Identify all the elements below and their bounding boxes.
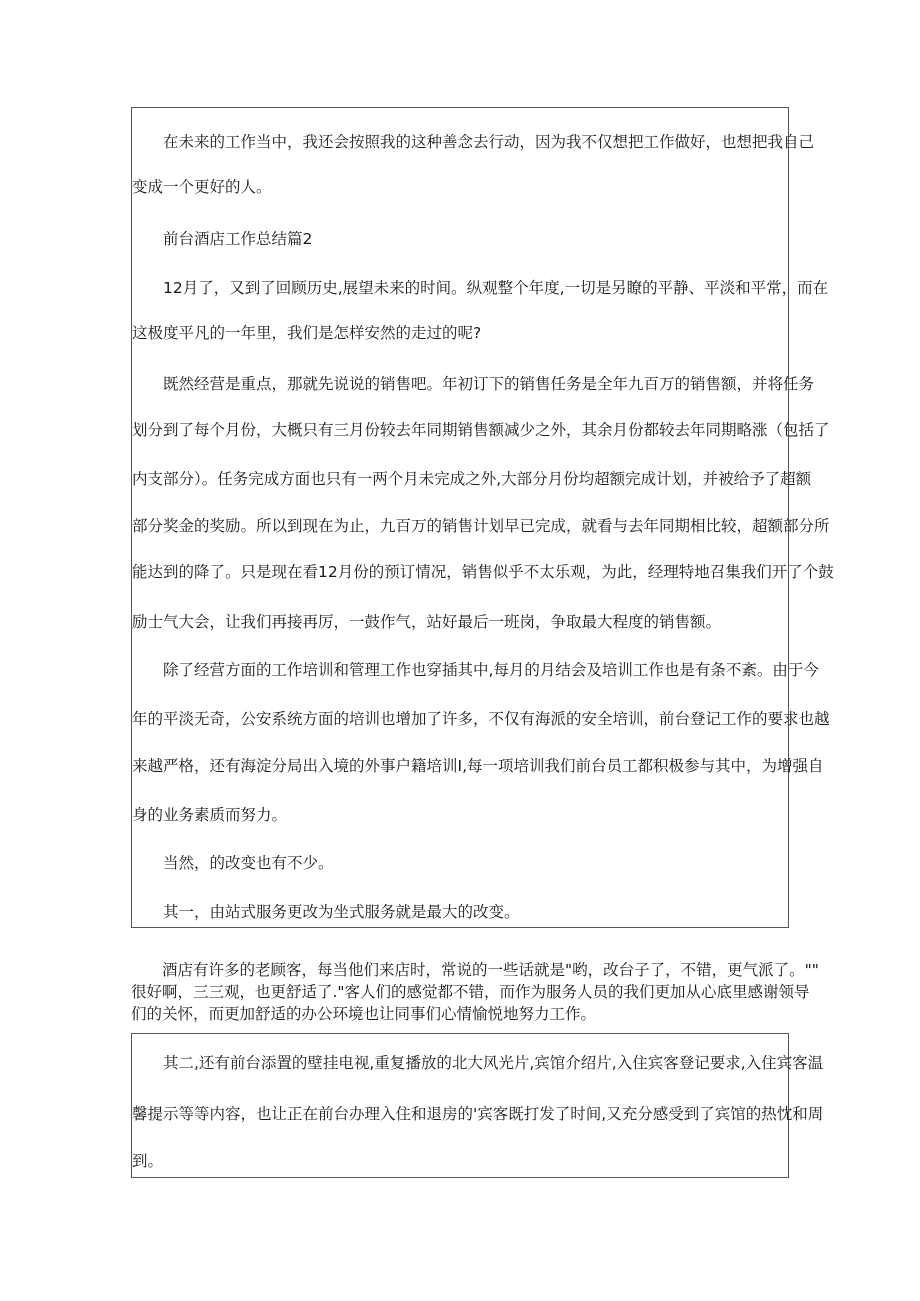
text-frame-bottom [131, 1033, 824, 1178]
section-heading: 前台酒店工作总结篇2 [132, 230, 313, 248]
paragraph-line: 身的业务素质而努力。 [132, 806, 288, 824]
paragraph-line: 到。 [132, 1152, 164, 1170]
paragraph-line: 能达到的降了。只是现在看12月份的预订情况，销售似乎不太乐观，为此，经理特地召集我们开了个鼓 [132, 563, 834, 581]
paragraph-line: 很好啊，三三观，也更舒适了."客人们的感觉都不错，而作为服务人员的我们更加从心底里感谢领导 [131, 983, 810, 1001]
paragraph-line: 在未来的工作当中，我还会按照我的这种善念去行动，因为我不仅想把工作做好，也想把我自己 [132, 133, 815, 151]
paragraph-line: 这极度平凡的一年里，我们是怎样安然的走过的呢? [132, 324, 482, 342]
paragraph-line: 划分到了每个月份，大概只有三月份较去年同期销售额减少之外，其余月份都较去年同期略涨（包括了 [132, 421, 830, 439]
paragraph-line: 年的平淡无奇，公安系统方面的培训也增加了许多，不仅有海派的安全培训，前台登记工作的要求也越 [132, 710, 830, 728]
text-frame-top [131, 107, 834, 928]
paragraph-line: 励士气大会，让我们再接再厉，一鼓作气，站好最后一班岗，争取最大程度的销售额。 [132, 613, 722, 631]
paragraph-line: 内支部分）。任务完成方面也只有一两个月未完成之外,大部分月份均超额完成计划，并被给予了超额 [132, 470, 812, 488]
paragraph-line: 变成一个更好的人。 [132, 178, 272, 196]
paragraph-line: 馨提示等等内容，也让正在前台办理入住和退房的'宾客既打发了时间,又充分感受到了宾馆的热忱和周 [132, 1105, 824, 1123]
paragraph-line: 除了经营方面的工作培训和管理工作也穿插其中,每月的月结会及培训工作也是有条不紊。由于今 [132, 661, 819, 679]
paragraph-line: 12月了，又到了回顾历史,展望未来的时间。纵观整个年度,一切是另瞭的平静、平淡和平常，而在 [132, 279, 829, 297]
paragraph-line: 其二,还有前台添置的壁挂电视,重复播放的北大风光片,宾馆介绍片,入住宾客登记要求,入住宾客温 [132, 1054, 824, 1072]
paragraph-line: 酒店有许多的老顾客，每当他们来店时，常说的一些话就是"哟，改台子了，不错，更气派了。"" [131, 961, 819, 979]
paragraph-line: 部分奖金的奖励。所以到现在为止，九百万的销售计划早已完成，就看与去年同期相比较，超额部分所 [132, 517, 830, 535]
paragraph-line: 其一，由站式服务更改为坐式服务就是最大的改变。 [132, 903, 520, 921]
paragraph-line: 们的关怀，而更加舒适的办公环境也让同事们心情愉悦地努力工作。 [131, 1005, 597, 1023]
paragraph-line: 既然经营是重点，那就先说说的销售吧。年初订下的销售任务是全年九百万的销售额，并将任务 [132, 375, 815, 393]
paragraph-line: 当然，的改变也有不少。 [132, 854, 334, 872]
paragraph-line: 来越严格，还有海淀分局出入境的外事户籍培训I,每一项培训我们前台员工都积极参与其中，为增强自 [132, 757, 824, 775]
